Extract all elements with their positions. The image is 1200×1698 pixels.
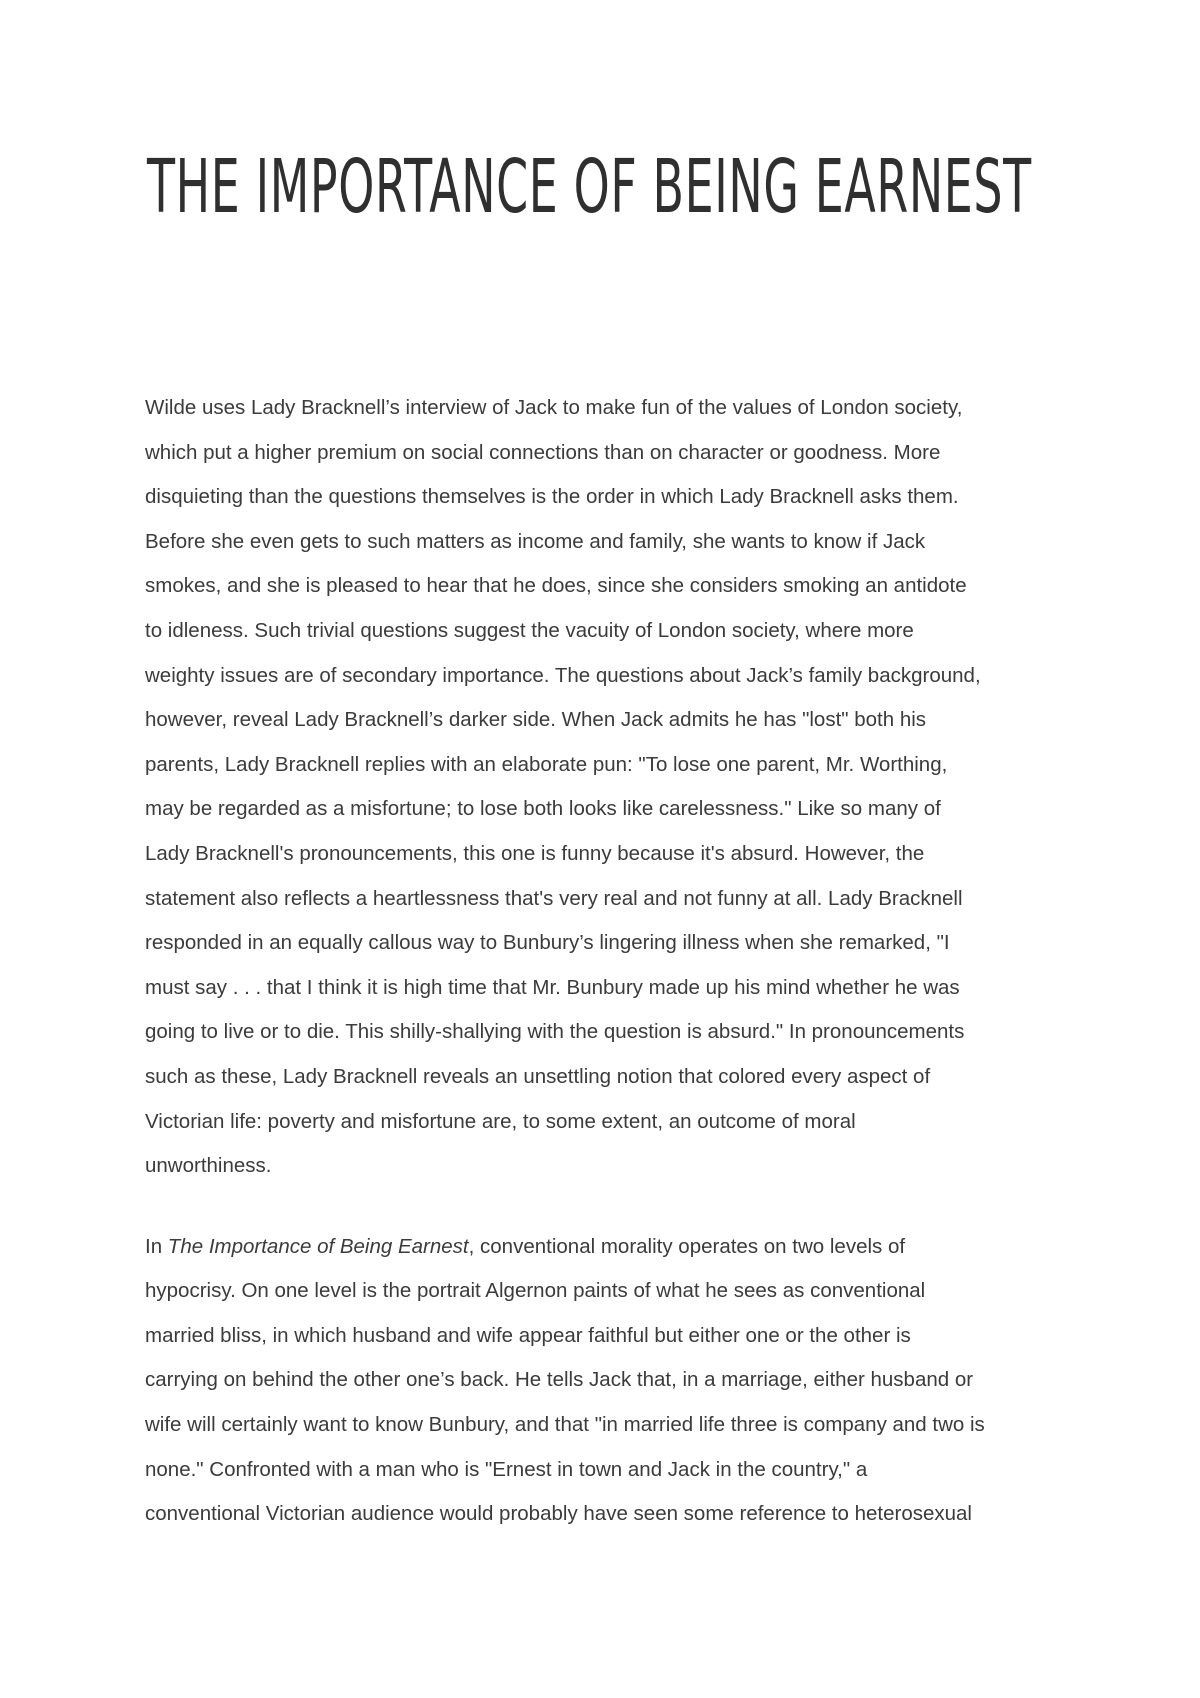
text-line: Before she even gets to such matters as income and family, she wants to know if Jack bbox=[145, 529, 926, 553]
text-line: statement also reflects a heartlessness that's very real and not funny at all. Lady Bracknell bbox=[145, 886, 963, 910]
text-line: smokes, and she is pleased to hear that he does, since she considers smoking an antidote bbox=[145, 574, 967, 598]
text-line: which put a higher premium on social connections than on character or goodness. More bbox=[145, 440, 941, 464]
paragraph-2 bbox=[145, 1225, 1075, 1537]
text-line: married bliss, in which husband and wife appear faithful but either one or the other is bbox=[145, 1323, 911, 1347]
text-line-first bbox=[145, 1225, 1075, 1270]
text-line: hypocrisy. On one level is the portrait Algernon paints of what he sees as conventional bbox=[145, 1279, 926, 1303]
text-line: must say . . . that I think it is high time that Mr. Bunbury made up his mind whether he was bbox=[145, 975, 960, 999]
text-line: conventional Victorian audience would probably have seen some reference to heterosexual bbox=[145, 1502, 972, 1526]
text-line: however, reveal Lady Bracknell’s darker side. When Jack admits he has "lost" both his bbox=[145, 708, 927, 732]
text-line: carrying on behind the other one’s back. He tells Jack that, in a marriage, either husband or bbox=[145, 1368, 974, 1392]
text-line: Wilde uses Lady Bracknell’s interview of Jack to make fun of the values of London society, bbox=[145, 396, 963, 419]
text-line: responded in an equally callous way to Bunbury’s lingering illness when she remarked, "I bbox=[145, 931, 950, 955]
text-line: none." Confronted with a man who is "Ernest in town and Jack in the country," a bbox=[145, 1457, 868, 1481]
document-body bbox=[145, 386, 1075, 1573]
text-suffix: , conventional morality operates on two levels of bbox=[468, 1234, 906, 1258]
text-line: to idleness. Such trivial questions suggest the vacuity of London society, where more bbox=[145, 618, 914, 642]
text-line: weighty issues are of secondary importance. The questions about Jack’s family background, bbox=[145, 663, 981, 687]
text-prefix: In bbox=[145, 1234, 168, 1258]
italic-book-title: The Importance of Being Earnest bbox=[167, 1234, 469, 1258]
text-line: such as these, Lady Bracknell reveals an unsettling notion that colored every aspect of bbox=[145, 1064, 931, 1088]
text-line: parents, Lady Bracknell replies with an elaborate pun: "To lose one parent, Mr. Worthing, bbox=[145, 752, 948, 776]
text-line: disquieting than the questions themselves is the order in which Lady Bracknell asks them. bbox=[145, 485, 959, 509]
text-line: unworthiness. bbox=[145, 1154, 272, 1178]
text-line: going to live or to die. This shilly-shallying with the question is absurd." In pronouncements bbox=[145, 1020, 965, 1044]
text-line: Lady Bracknell's pronouncements, this one is funny because it's absurd. However, the bbox=[145, 841, 925, 865]
document-title: THE IMPORTANCE OF BEING EARNEST bbox=[147, 144, 1032, 230]
text-line: may be regarded as a misfortune; to lose both looks like carelessness." Like so many of bbox=[145, 797, 941, 821]
text-line: wife will certainly want to know Bunbury, and that "in married life three is company and two is bbox=[145, 1413, 985, 1437]
paragraph-1 bbox=[145, 386, 1075, 1189]
text-line: Victorian life: poverty and misfortune are, to some extent, an outcome of moral bbox=[145, 1109, 856, 1133]
